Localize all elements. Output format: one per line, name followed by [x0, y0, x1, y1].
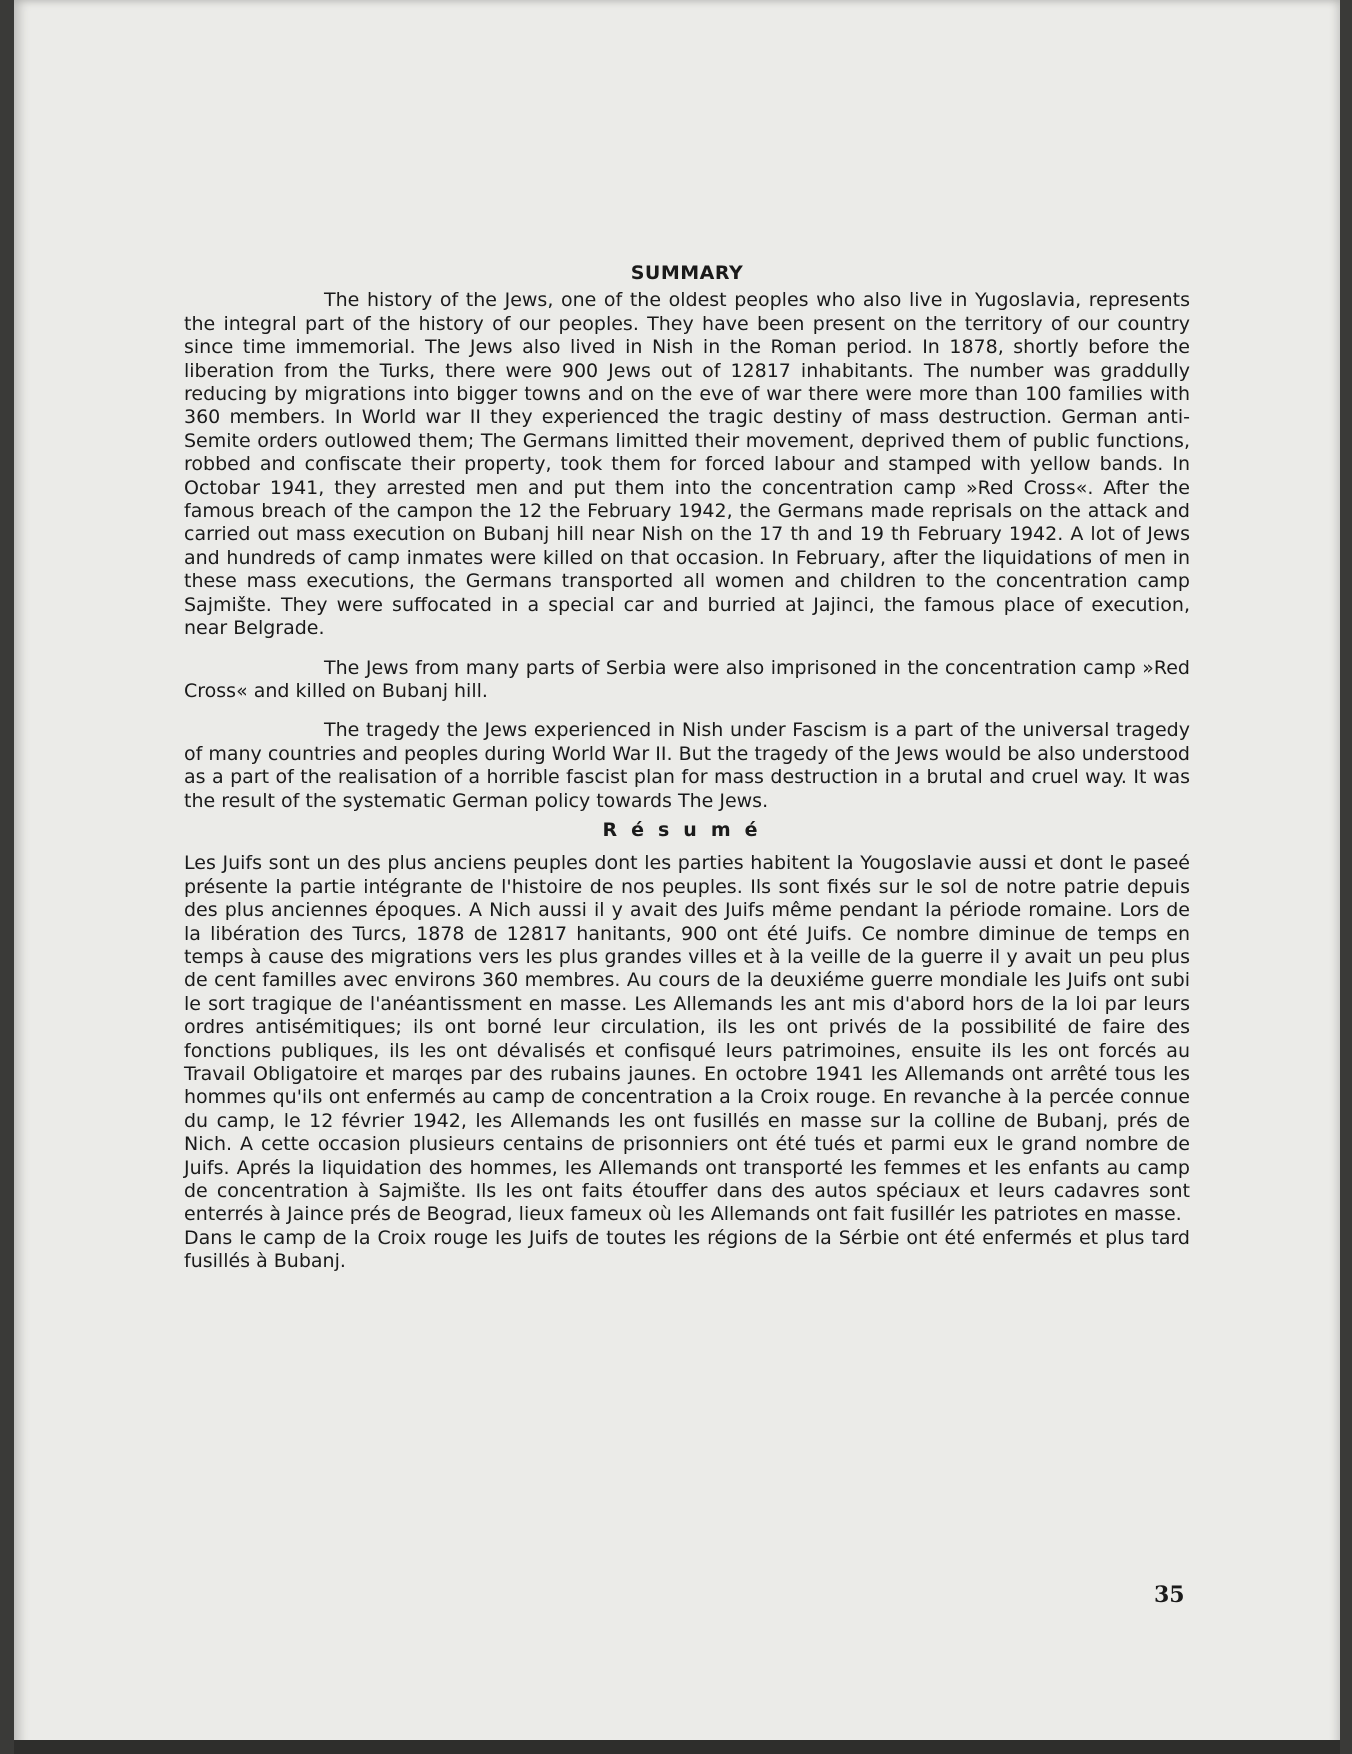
- page-bottom-edge: [14, 1740, 1340, 1754]
- book-page: [14, 0, 1340, 1754]
- summary-paragraph-1: The history of the Jews, one of the oldest peoples who also live in Yugoslavia, represents the integral part of the history of our peoples. They have been present on the territory of our country since time immemorial. The Jews also lived in Nish in the Roman period. In 1878, shortly before the liberation from the Turks, there were 900 Jews out of 12817 inhabitants. The number was graddully reducing by migrations into bigger towns and on the eve of war there were more than 100 families with 360 members. In World war II they experienced the tragic destiny of mass destruction. German anti-Semite orders outlowed them; The Germans limitted their movement, deprived them of public functions, robbed and confiscate their property, took them for forced labour and stamped with yellow bands. In Octobar 1941, they arrested men and put them into the concentration camp »Red Cross«. After the famous breach of the campon the 12 the February 1942, the Germans made reprisals on the attack and carried out mass execution on Bubanj hill near Nish on the 17 th and 19 th February 1942. A lot of Jews and hundreds of camp inmates were killed on that occasion. In February, after the liquidations of men in these mass executions, the Germans transported all women and children to the concentration camp Sajmište. They were suffocated in a special car and burried at Jajinci, the famous place of execution, near Belgrade.: [184, 289, 1190, 640]
- summary-heading: SUMMARY: [630, 262, 744, 284]
- resume-paragraph-1: Les Juifs sont un des plus anciens peuples dont les parties habitent la Yougoslavie aussi et dont le paseé présente la partie intégrante de l'histoire de nos peuples. Ils sont fixés sur le sol de notre patrie depuis des plus anciennes époques. A Nich aussi il y avait des Juifs même pendant la période romaine. Lors de la libération des Turcs, 1878 de 12817 hanitants, 900 ont été Juifs. Ce nombre diminue de temps en temps à cause des migrations vers les plus grandes villes et à la veille de la guerre il y avait un peu plus de cent familles avec environs 360 membres. Au cours de la deuxiéme guerre mondiale les Juifs ont subi le sort tragique de l'anéantissment en masse. Les Allemands les ant mis d'abord hors de la loi par leurs ordres antisémitiques; ils ont borné leur circulation, ils les ont privés de la possibilité de faire des fonctions publiques, ils les ont dévalisés et confisqué leurs patrimoines, ensuite ils les ont forcés au Travail Obligatoire et marqes par des rubains jaunes. En octobre 1941 les Allemands ont arrêté tous les hommes qu'ils ont enfermés au camp de concentration a la Croix rouge. En revanche à la percée connue du camp, le 12 février 1942, les Allemands les ont fusillés en masse sur la colline de Bubanj, prés de Nich. A cette occasion plusieurs centains de prisonniers ont été tués et parmi eux le grand nombre de Juifs. Aprés la liquidation des hommes, les Allemands ont transporté les femmes et les enfants au camp de concentration à Sajmište. Ils les ont faits étouffer dans des autos spéciaux et leurs cadavres sont enterrés à Jaince prés de Beograd, lieux fameux où les Allemands ont fait fusillér les patriotes en masse.: [184, 852, 1190, 1226]
- resume-paragraph-2: Dans le camp de la Croix rouge les Juifs de toutes les régions de la Sérbie ont été enfermés et plus tard fusillés à Bubanj.: [184, 1226, 1190, 1273]
- page-content: [184, 262, 1190, 1274]
- summary-paragraph-2: The Jews from many parts of Serbia were also imprisoned in the concentration camp »Red Cross« and killed on Bubanj hill.: [184, 656, 1190, 702]
- summary-paragraph-3: The tragedy the Jews experienced in Nish under Fascism is a part of the universal tragedy of many countries and peoples during World War II. But the tragedy of the Jews would be also understood as a part of the realisation of a horrible fascist plan for mass destruction in a brutal and cruel way. It was the result of the systematic German policy towards The Jews.: [184, 719, 1190, 812]
- resume-heading: Résumé: [602, 818, 772, 841]
- page-number: 35: [1154, 1582, 1185, 1608]
